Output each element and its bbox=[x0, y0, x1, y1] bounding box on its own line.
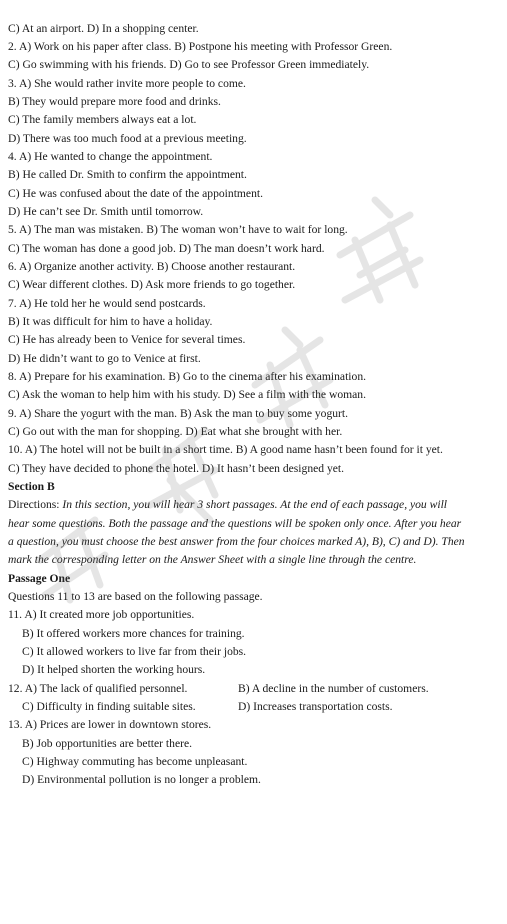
q13-option: B) Job opportunities are better there. bbox=[22, 737, 192, 750]
option-line: 4. A) He wanted to change the appointment. bbox=[8, 150, 213, 163]
option-line: 3. A) She would rather invite more people to come. bbox=[8, 77, 246, 90]
q11-option: D) It helped shorten the working hours. bbox=[22, 663, 206, 676]
directions-line: a question, you must choose the best answer from the four choices marked A), B), C) and D). Then bbox=[8, 535, 465, 548]
q13-option: C) Highway commuting has become unpleasant. bbox=[22, 755, 248, 768]
passage-intro: Questions 11 to 13 are based on the following passage. bbox=[8, 590, 263, 603]
option-line: D) He didn’t want to go to Venice at first. bbox=[8, 352, 201, 365]
directions-text: In this section, you will hear 3 short passages. At the end of each passage, you will bbox=[62, 498, 448, 511]
option-line: 9. A) Share the yogurt with the man. B) Ask the man to buy some yogurt. bbox=[8, 407, 349, 420]
option-line: 2. A) Work on his paper after class. B) Postpone his meeting with Professor Green. bbox=[8, 40, 393, 53]
option-line: 8. A) Prepare for his examination. B) Go to the cinema after his examination. bbox=[8, 370, 367, 383]
option-line: 7. A) He told her he would send postcards. bbox=[8, 297, 206, 310]
option-line: D) There was too much food at a previous meeting. bbox=[8, 132, 247, 145]
q11-option: B) It offered workers more chances for training. bbox=[22, 627, 245, 640]
option-line: 10. A) The hotel will not be built in a short time. B) A good name hasn’t been found for it yet. bbox=[8, 443, 443, 456]
q11-option: C) It allowed workers to live far from their jobs. bbox=[22, 645, 247, 658]
option-line: C) Go out with the man for shopping. D) Eat what she brought with her. bbox=[8, 425, 343, 438]
option-line: C) The woman has done a good job. D) The man doesn’t work hard. bbox=[8, 242, 325, 255]
option-line: C) Go swimming with his friends. D) Go to see Professor Green immediately. bbox=[8, 58, 370, 71]
passage-heading: Passage One bbox=[8, 572, 71, 585]
section-heading: Section B bbox=[8, 480, 55, 493]
option-line: C) He was confused about the date of the appointment. bbox=[8, 187, 263, 200]
q12-option: C) Difficulty in finding suitable sites. bbox=[22, 700, 196, 713]
option-line: C) They have decided to phone the hotel. D) It hasn’t been designed yet. bbox=[8, 462, 345, 475]
option-line: C) Ask the woman to help him with his study. D) See a film with the woman. bbox=[8, 388, 366, 401]
option-line: B) He called Dr. Smith to confirm the appointment. bbox=[8, 168, 247, 181]
option-line: C) He has already been to Venice for several times. bbox=[8, 333, 246, 346]
directions-line: mark the corresponding letter on the Answer Sheet with a single line through the centre. bbox=[8, 553, 417, 566]
directions-label: Directions: bbox=[8, 498, 63, 511]
option-line: C) Wear different clothes. D) Ask more friends to go together. bbox=[8, 278, 296, 291]
option-line: D) He can’t see Dr. Smith until tomorrow. bbox=[8, 205, 204, 218]
directions-line: hear some questions. Both the passage and the questions will be spoken only once. After you hear bbox=[8, 517, 462, 530]
q11-option: 11. A) It created more job opportunities. bbox=[8, 608, 195, 621]
option-line: C) The family members always eat a lot. bbox=[8, 113, 197, 126]
q13-option: D) Environmental pollution is no longer a problem. bbox=[22, 773, 261, 786]
option-line: B) It was difficult for him to have a holiday. bbox=[8, 315, 213, 328]
option-line: 6. A) Organize another activity. B) Choose another restaurant. bbox=[8, 260, 296, 273]
option-line: B) They would prepare more food and drinks. bbox=[8, 95, 221, 108]
q12-option: B) A decline in the number of customers. bbox=[238, 682, 429, 695]
option-line: C) At an airport. D) In a shopping center. bbox=[8, 22, 199, 35]
directions-line bbox=[8, 498, 447, 512]
q12-option: D) Increases transportation costs. bbox=[238, 700, 393, 713]
q12-option: 12. A) The lack of qualified personnel. bbox=[8, 682, 188, 695]
option-line: 5. A) The man was mistaken. B) The woman won’t have to wait for long. bbox=[8, 223, 348, 236]
q13-option: 13. A) Prices are lower in downtown stores. bbox=[8, 718, 212, 731]
